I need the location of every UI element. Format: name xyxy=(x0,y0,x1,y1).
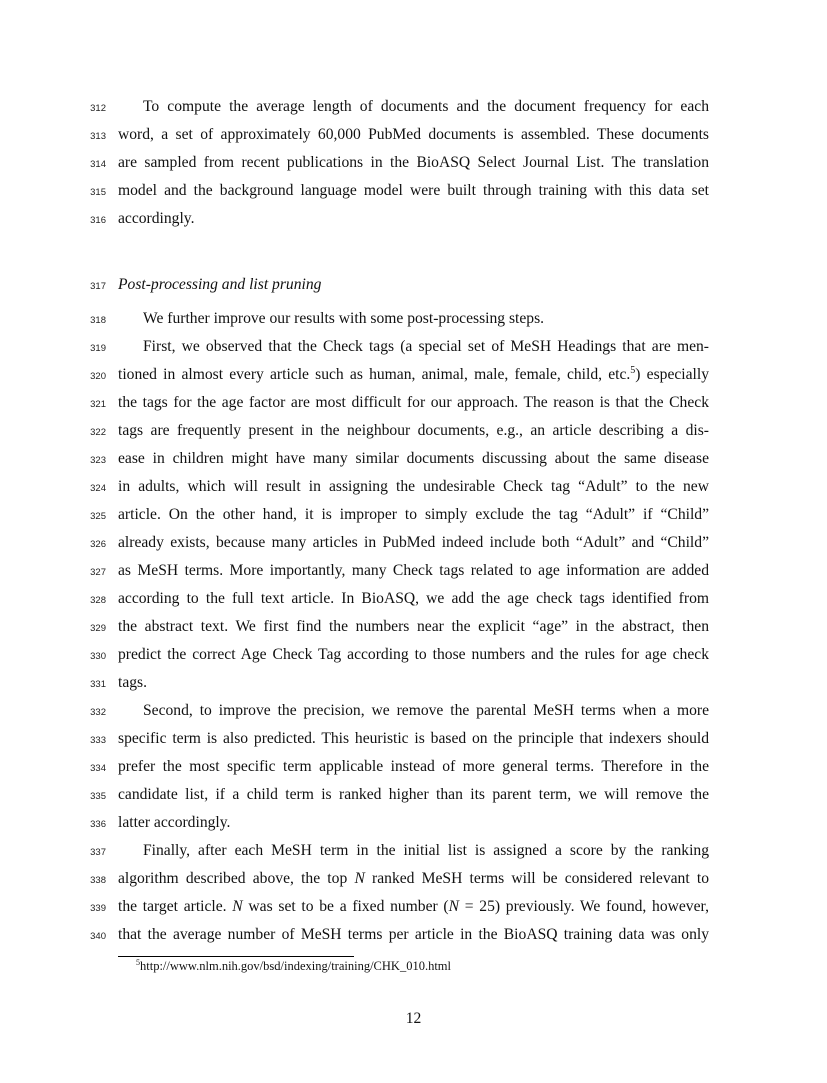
line-number: 325 xyxy=(90,511,106,522)
body-text-line: predict the correct Age Check Tag according to those numbers and the rules for age check xyxy=(118,646,709,663)
line-number: 321 xyxy=(90,399,106,410)
body-text-line: Second, to improve the precision, we remove the parental MeSH terms when a more xyxy=(143,702,709,719)
math-variable: N xyxy=(448,898,460,915)
body-text-span: algorithm described above, the top xyxy=(118,870,355,887)
line-number: 313 xyxy=(90,131,106,142)
body-text-line: the abstract text. We first find the numbers near the explicit “age” in the abstract, then xyxy=(118,618,709,635)
math-variable: N xyxy=(232,898,243,915)
line-number: 326 xyxy=(90,539,106,550)
body-text-line: tags are frequently present in the neighbour documents, e.g., an article describing a dis- xyxy=(118,422,709,439)
line-number: 323 xyxy=(90,455,106,466)
body-text-span: was set to be a fixed number ( xyxy=(242,898,449,915)
body-text-line: candidate list, if a child term is ranked higher than its parent term, we will remove the xyxy=(118,786,709,803)
body-text-line: prefer the most specific term applicable instead of more general terms. Therefore in the xyxy=(118,758,709,775)
line-number: 331 xyxy=(90,679,106,690)
footnote-mark: 5 xyxy=(136,958,140,967)
body-text-line: already exists, because many articles in PubMed indeed include both “Adult” and “Child” xyxy=(118,534,709,551)
line-number: 327 xyxy=(90,567,106,578)
body-text-line: To compute the average length of documents and the document frequency for each xyxy=(143,98,709,115)
line-number: 315 xyxy=(90,187,106,198)
line-number: 329 xyxy=(90,623,106,634)
body-text-line: model and the background language model were built through training with this data set xyxy=(118,182,709,199)
line-number: 328 xyxy=(90,595,106,606)
body-text-line xyxy=(118,897,709,917)
body-text-line: ease in children might have many similar documents discussing about the same disease xyxy=(118,450,709,467)
line-number: 318 xyxy=(90,315,106,326)
body-text-span: the target article. xyxy=(118,898,233,915)
line-number: 322 xyxy=(90,427,106,438)
line-number: 335 xyxy=(90,791,106,802)
body-text-span: ranked MeSH terms will be considered relevant to xyxy=(364,870,709,887)
footnote xyxy=(136,958,451,974)
body-text-line: according to the full text article. In BioASQ, we add the age check tags identified from xyxy=(118,590,709,607)
body-text-line: are sampled from recent publications in the BioASQ Select Journal List. The translation xyxy=(118,154,709,171)
line-number: 332 xyxy=(90,707,106,718)
line-number: 324 xyxy=(90,483,106,494)
body-text-line: that the average number of MeSH terms per article in the BioASQ training data was only xyxy=(118,926,709,943)
body-text-line xyxy=(118,869,709,889)
line-number: 337 xyxy=(90,847,106,858)
body-text-line: accordingly. xyxy=(118,210,195,227)
page-number: 12 xyxy=(405,1010,422,1027)
line-number: 319 xyxy=(90,343,106,354)
body-text-span: = 25) previously. We found, however, xyxy=(459,898,709,915)
line-number: 334 xyxy=(90,763,106,774)
line-number: 333 xyxy=(90,735,106,746)
line-number: 330 xyxy=(90,651,106,662)
footnote-marker: 5 xyxy=(630,365,636,376)
line-number: 340 xyxy=(90,931,106,942)
body-text-span: tioned in almost every article such as human, animal, male, female, child, etc. xyxy=(118,366,631,383)
line-number: 316 xyxy=(90,215,106,226)
body-text-line xyxy=(118,365,709,385)
footnote-url: http://www.nlm.nih.gov/bsd/indexing/training/CHK_010.html xyxy=(140,959,451,973)
footnote-rule xyxy=(118,956,354,957)
body-text-line: the tags for the age factor are most difficult for our approach. The reason is that the Check xyxy=(118,394,709,411)
body-text-line: specific term is also predicted. This heuristic is based on the principle that indexers should xyxy=(118,730,709,747)
line-number: 312 xyxy=(90,103,106,114)
body-text-line: tags. xyxy=(118,674,148,691)
body-text-line: word, a set of approximately 60,000 PubMed documents is assembled. These documents xyxy=(118,126,709,143)
line-number: 338 xyxy=(90,875,106,886)
body-text-line: as MeSH terms. More importantly, many Check tags related to age information are added xyxy=(118,562,709,579)
line-number: 336 xyxy=(90,819,106,830)
body-text-span: ) especially xyxy=(635,366,710,383)
body-text-line: latter accordingly. xyxy=(118,814,231,831)
body-text-line: article. On the other hand, it is improper to simply exclude the tag “Adult” if “Child” xyxy=(118,506,709,523)
body-text-line: First, we observed that the Check tags (a special set of MeSH Headings that are men- xyxy=(143,338,709,355)
line-number: 314 xyxy=(90,159,106,170)
body-text-line: in adults, which will result in assigning the undesirable Check tag “Adult” to the new xyxy=(118,478,709,495)
line-number: 320 xyxy=(90,371,106,382)
body-text-line: Finally, after each MeSH term in the initial list is assigned a score by the ranking xyxy=(143,842,709,859)
line-number: 339 xyxy=(90,903,106,914)
section-heading: Post-processing and list pruning xyxy=(118,276,322,293)
line-number: 317 xyxy=(90,281,106,292)
body-text-line: We further improve our results with some post-processing steps. xyxy=(143,310,545,327)
math-variable: N xyxy=(354,870,365,887)
